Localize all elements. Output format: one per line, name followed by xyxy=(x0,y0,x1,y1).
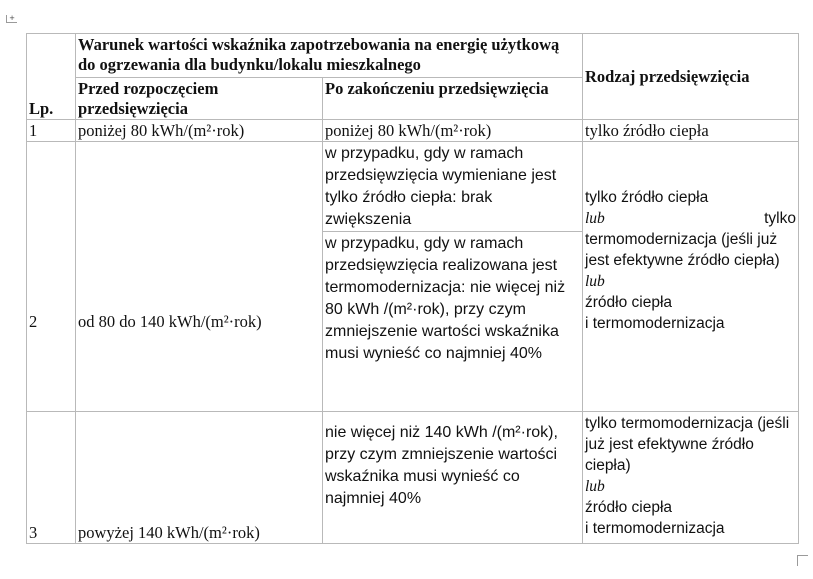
row-3-type xyxy=(583,412,799,544)
table-row xyxy=(27,412,799,544)
row-1-type: tylko źródło ciepła xyxy=(583,120,799,142)
table-end-marker xyxy=(797,555,808,566)
row-1-before: poniżej 80 kWh/(m²·rok) xyxy=(76,120,323,142)
row-1-after: poniżej 80 kWh/(m²·rok) xyxy=(323,120,583,142)
header-after: Po zakończeniu przedsięwzięcia xyxy=(323,78,583,120)
row-2-type-line3: termomodernizacja (jeśli już jest efektywne źródło ciepła) xyxy=(585,231,780,269)
row-3-before: powyżej 140 kWh/(m²·rok) xyxy=(76,412,323,544)
row-2-type-line2 xyxy=(585,208,796,229)
page-anchor-marker: + xyxy=(6,15,17,23)
row-2-type-or-1: lub xyxy=(585,210,605,227)
header-before: Przed rozpoczęciem przedsięwzięcia xyxy=(76,78,323,120)
row-2-before: od 80 do 140 kWh/(m²·rok) xyxy=(76,142,323,412)
row-3-type-line4: i termomodernizacja xyxy=(585,520,725,537)
row-3-type-line1: tylko termomodernizacja (jeśli już jest efektywne źródło ciepła) xyxy=(585,415,790,474)
row-2-type-or-2: lub xyxy=(585,273,605,290)
row-2-type-line1: tylko źródło ciepła xyxy=(585,189,709,206)
row-3-type-or: lub xyxy=(585,478,605,495)
row-2-type-only: tylko xyxy=(764,210,796,227)
row-2-after-a: w przypadku, gdy w ramach przedsięwzięcia wymieniane jest tylko źródło ciepła: brak zwiększenia xyxy=(323,142,583,232)
row-2-type xyxy=(583,142,799,412)
row-2-type-line6: i termomodernizacja xyxy=(585,315,725,332)
row-2-type-line5: źródło ciepła xyxy=(585,294,673,311)
table-row xyxy=(27,120,799,142)
row-2-lp: 2 xyxy=(27,142,76,412)
header-lp: Lp. xyxy=(27,34,76,120)
energy-indicator-table xyxy=(26,33,799,544)
row-1-lp: 1 xyxy=(27,120,76,142)
row-3-type-line3: źródło ciepła xyxy=(585,499,673,516)
row-3-after: nie więcej niż 140 kWh /(m²·rok), przy czym zmniejszenie wartości wskaźnika musi wynieść co najmniej 40% xyxy=(323,412,583,544)
row-2-after-b: w przypadku, gdy w ramach przedsięwzięcia realizowana jest termomodernizacja: nie więcej niż 80 kWh /(m²·rok), przy czym zmniejszenie wartości wskaźnika musi wynieść co najmniej 40% xyxy=(323,232,583,412)
header-type: Rodzaj przedsięwzięcia xyxy=(583,34,799,120)
row-3-lp: 3 xyxy=(27,412,76,544)
header-group-title: Warunek wartości wskaźnika zapotrzebowania na energię użytkową do ogrzewania dla budynku/lokalu mieszkalnego xyxy=(76,34,583,78)
table-row xyxy=(27,142,799,232)
